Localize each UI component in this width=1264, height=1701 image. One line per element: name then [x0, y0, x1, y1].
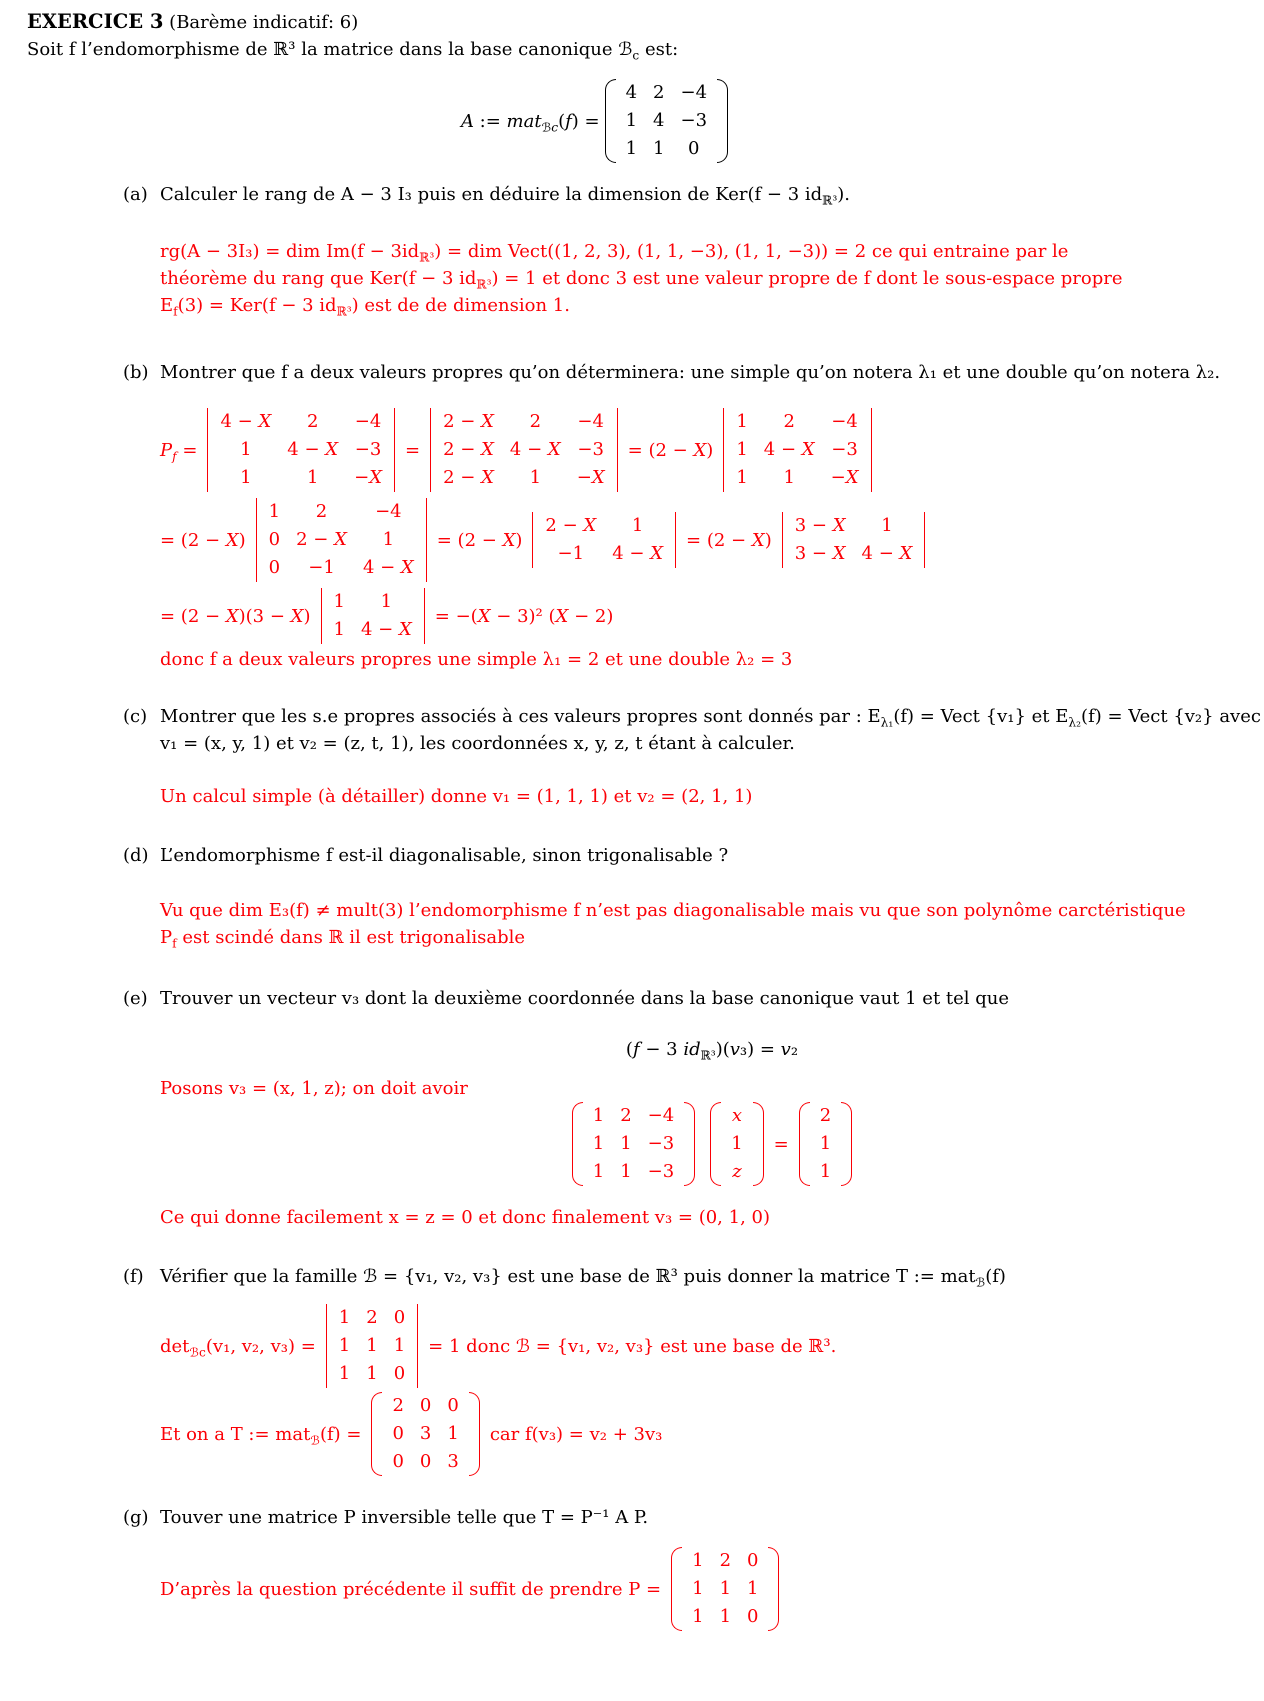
question-f: Vérifier que la famille ℬ = {v₁, v₂, v₃} est une base de ℝ³ puis donner la matrice T := mat$_ℬ$(f)	[160, 1266, 1006, 1290]
answer-e-posons: Posons v₃ = (x, 1, z); on doit avoir	[160, 1078, 468, 1099]
b-line2-det3: 3 − X 1 3 − X 4 − X	[782, 512, 926, 568]
b-line2-factor2: = (2 − X)	[436, 529, 523, 551]
item-d-label: (d)	[123, 845, 149, 866]
e-vector-unknown: x 1 z	[710, 1102, 763, 1186]
b-line1-det1: 4 − X 2 −4 1 4 − X −3 1 1 −X	[207, 408, 395, 492]
item-e	[123, 985, 1264, 1231]
b-line2-factor1: = (2 − X)	[160, 529, 246, 551]
answer-d-line1: Vu que dim E₃(f) ≠ mult(3) l’endomorphisme f n’est pas diagonalisable mais vu que son polynôme carctéristique	[160, 900, 1186, 921]
b-line3-det: 1 1 1 4 − X	[321, 588, 425, 644]
b-line1-lhs: $P_f$ =	[160, 439, 198, 464]
question-a: Calculer le rang de A − 3 I₃ puis en déduire la dimension de Ker(f − 3 $id_{ℝ^3}$).	[160, 184, 850, 208]
b-line1-eq: =	[405, 439, 421, 461]
answer-b-line3	[160, 588, 1264, 644]
b-line2-factor3: = (2 − X)	[686, 529, 772, 551]
exercise-title: EXERCICE 3	[27, 10, 164, 33]
f-det-rhs: = 1 donc ℬ = {v₁, v₂, v₃} est une base de ℝ³.	[428, 1335, 837, 1357]
item-c-label: (c)	[123, 706, 148, 727]
item-d	[123, 842, 1264, 951]
f-T-reason: car f(v₃) = v₂ + 3v₃	[489, 1423, 663, 1445]
b-line3-result: = −(X − 3)² (X − 2)	[434, 605, 614, 627]
g-P-matrix: 1 2 0 1 1 1 1 1 0	[671, 1547, 779, 1631]
item-f-label: (f)	[123, 1266, 144, 1287]
equation-A-lhs: A := mat$_{ℬc}$(f) =	[460, 110, 600, 135]
f-det-lhs: $\det_{ℬc}(v_1$, v₂, v₃) =	[160, 1335, 316, 1360]
b-line1-det2: 2 − X 2 −4 2 − X 4 − X −3 2 − X 1 −X	[430, 408, 618, 492]
question-b: Montrer que f a deux valeurs propres qu’on déterminera: une simple qu’on notera λ₁ et une double qu’on notera λ₂.	[160, 362, 1221, 383]
matrix-A: 4 2 −4 1 4 −3 1 1 0	[605, 79, 728, 163]
b-line3-factor: = (2 − X)(3 − X)	[160, 605, 311, 627]
equation-e: (f − 3 $id_{ℝ^3})(v_3) = v_2$	[625, 1039, 799, 1063]
item-g-label: (g)	[123, 1507, 149, 1528]
display-equation-A	[27, 79, 1167, 163]
answer-f-T-line	[160, 1392, 1264, 1476]
item-c	[123, 703, 1264, 810]
answer-f-det-line	[160, 1304, 1264, 1388]
answer-e-matrix-equation	[160, 1102, 1264, 1186]
b-line1-factor: = (2 − X)	[627, 439, 714, 461]
question-e: Trouver un vecteur v₃ dont la deuxième coordonnée dans la base canonique vaut 1 et tel que	[160, 988, 1010, 1009]
item-f	[123, 1263, 1264, 1476]
b-line2-det2: 2 − X 1 −1 4 − X	[532, 512, 676, 568]
e-matrix-coeff: 1 2 −4 1 1 −3 1 1 −3	[572, 1102, 695, 1186]
question-g: Touver une matrice P inversible telle que T = P⁻¹ A P.	[160, 1507, 649, 1528]
item-a	[123, 181, 1264, 319]
answer-b-line2	[160, 498, 1264, 582]
f-det-matrix: 1 2 0 1 1 1 1 1 0	[326, 1304, 418, 1388]
answer-b-conclusion: donc f a deux valeurs propres une simple λ₁ = 2 et une double λ₂ = 3	[160, 649, 793, 670]
question-c: Montrer que les s.e propres associés à ces valeurs propres sont donnés par : $E_{\lambda_1}(f)$ = Vect {v₁} et $E_{\lambda_2}(f)$ = Vect {v₂} avec v₁ = (x, y, 1) et v₂ = (z, t, 1), les coordonnées x, y, z, t étant à calculer.	[160, 706, 1261, 754]
item-b-label: (b)	[123, 362, 149, 383]
intro-line: Soit f l’endomorphisme de ℝ³ la matrice dans la base canonique ℬ$_c$ est:	[27, 39, 679, 63]
answer-g-line	[160, 1547, 1264, 1631]
e-equals: =	[773, 1133, 789, 1155]
f-T-matrix: 2 0 0 0 3 1 0 0 3	[371, 1392, 479, 1476]
f-T-lhs: Et on a T := mat$_ℬ$(f) =	[160, 1423, 362, 1448]
e-vector-rhs: 2 1 1	[799, 1102, 852, 1186]
item-a-label: (a)	[123, 184, 148, 205]
b-line2-det1: 1 2 −4 0 2 − X 1 0 −1 4 − X	[256, 498, 427, 582]
g-P-lhs: D’après la question précédente il suffit de prendre P =	[160, 1578, 662, 1600]
answer-d-line2: $P_f$ est scindé dans ℝ il est trigonalisable	[160, 927, 526, 951]
answer-e-conclusion: Ce qui donne facilement x = z = 0 et donc finalement v₃ = (0, 1, 0)	[160, 1207, 770, 1228]
item-b	[123, 359, 1264, 673]
item-g	[123, 1504, 1264, 1631]
exercise-grading: (Barème indicatif: 6)	[163, 12, 359, 33]
question-d: L’endomorphisme f est-il diagonalisable, sinon trigonalisable ?	[160, 845, 729, 866]
answer-a: rg(A − 3I₃) = dim $Im(f - 3id_{ℝ^3})$ = dim Vect((1, 2, 3), (1, 1, −3), (1, 1, −3)) = 2 ce qui entraine par le théorème du rang que Ker(f − 3 $id_{ℝ^3}) = 1$ et donc 3 est une valeur propre de f dont le sous-espace propre $E_f(3) = Ker(f - 3$ $id_{ℝ^3}$) est de de dimension 1.	[160, 241, 1123, 319]
item-e-label: (e)	[123, 988, 148, 1009]
header-line	[27, 8, 1264, 36]
answer-b-line1	[160, 408, 1264, 492]
b-line1-det3: 1 2 −4 1 4 − X −3 1 1 −X	[723, 408, 871, 492]
answer-c: Un calcul simple (à détailler) donne v₁ = (1, 1, 1) et v₂ = (2, 1, 1)	[160, 786, 753, 807]
